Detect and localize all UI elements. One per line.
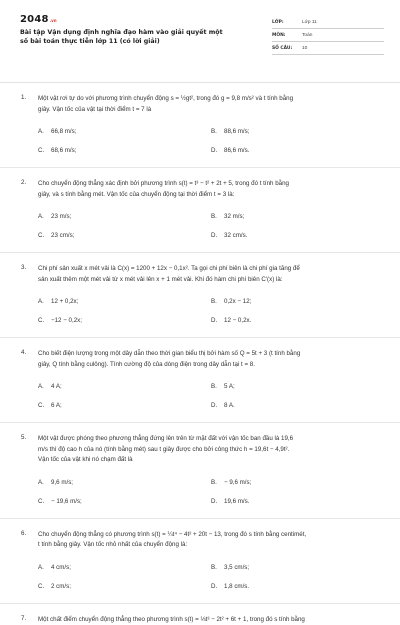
answer-options	[38, 128, 384, 154]
option-letter: B.	[211, 213, 224, 220]
option-text: 68,6 m/s;	[51, 147, 76, 154]
document-header	[16, 14, 384, 60]
question-block	[16, 519, 384, 604]
meta-value: 10	[302, 46, 307, 51]
option-text: 32 cm/s.	[224, 232, 247, 239]
question-line: giây. Vận tốc của vật tại thời điểm t = 7 là	[38, 105, 372, 116]
option-letter: C.	[38, 232, 51, 239]
option-letter: B.	[211, 479, 224, 486]
option-letter: A.	[38, 298, 51, 305]
option-text: − 19,6 m/s;	[51, 498, 82, 505]
option-text: 9,6 m/s;	[51, 479, 73, 486]
option-text: 8 A.	[224, 402, 235, 409]
question-text	[38, 434, 384, 466]
option-letter: A.	[38, 564, 51, 571]
question-line: Cho chuyển động thẳng có phương trình s(t) = ¼t⁴ − 4t² + 20t − 13, trong đó s tính bằng centimét,	[38, 530, 372, 541]
answer-option[interactable]	[38, 583, 211, 590]
answer-option[interactable]	[38, 147, 211, 154]
meta-row-subject	[272, 29, 384, 42]
question-line: Một vật rơi tự do với phương trình chuyển động s = ½gt², trong đó g = 9,8 m/s² và t tính bằng	[38, 94, 372, 105]
option-text: −12 − 0,2x;	[51, 317, 82, 324]
question	[16, 264, 384, 324]
question-block	[16, 338, 384, 423]
answer-option[interactable]	[211, 383, 384, 390]
question	[16, 615, 384, 625]
question	[16, 434, 384, 505]
answer-option[interactable]	[211, 298, 384, 305]
option-text: − 9,6 m/s;	[224, 479, 251, 486]
option-text: 5 A;	[224, 383, 235, 390]
answer-option[interactable]	[211, 213, 384, 220]
option-text: 6 A;	[51, 402, 62, 409]
option-text: 4 cm/s;	[51, 564, 71, 571]
answer-option[interactable]	[38, 298, 211, 305]
answer-option[interactable]	[211, 232, 384, 239]
question-text	[38, 530, 384, 551]
answer-option[interactable]	[38, 383, 211, 390]
question-number: 4.	[21, 349, 26, 356]
logo-number: 2048	[20, 14, 49, 25]
question-number: 3.	[21, 264, 26, 271]
option-text: 12 + 0,2x;	[51, 298, 78, 305]
option-letter: A.	[38, 128, 51, 135]
answer-option[interactable]	[38, 317, 211, 324]
option-text: 88,6 m/s;	[224, 128, 249, 135]
option-text: 19,6 m/s.	[224, 498, 249, 505]
question	[16, 179, 384, 239]
option-letter: B.	[211, 564, 224, 571]
question-line: Cho chuyển động thẳng xác định bởi phương trình s(t) = t³ − t² + 2t + 5, trong đó t tính bằng	[38, 179, 372, 190]
meta-row-class	[272, 16, 384, 29]
option-text: 66,8 m/s;	[51, 128, 76, 135]
answer-options	[38, 564, 384, 590]
question-line: t tính bằng giây. Vận tốc nhỏ nhất của chuyển động là:	[38, 540, 372, 551]
question-line: giây, Q tính bằng culông). Tính cường độ của dòng điện trong dây dẫn tại t = 8.	[38, 360, 372, 371]
question-block	[16, 168, 384, 253]
option-letter: B.	[211, 298, 224, 305]
meta-key: LỚP:	[272, 20, 302, 25]
option-letter: B.	[211, 383, 224, 390]
document-title-line: Bài tập Vận dụng định nghĩa đạo hàm vào giải quyết một	[20, 28, 256, 37]
option-text: 86,6 m/s.	[224, 147, 249, 154]
question-block	[16, 253, 384, 338]
option-letter: C.	[38, 583, 51, 590]
option-text: 4 A;	[51, 383, 62, 390]
question-text	[38, 615, 384, 625]
question-block	[16, 423, 384, 519]
document-title-line: số bài toán thực tiễn lớp 11 (có lời giải)	[20, 37, 256, 46]
answer-option[interactable]	[211, 147, 384, 154]
answer-option[interactable]	[38, 564, 211, 571]
answer-options	[38, 213, 384, 239]
option-text: 23 m/s;	[51, 213, 71, 220]
option-text: 0,2x − 12;	[224, 298, 251, 305]
option-letter: D.	[211, 232, 224, 239]
option-letter: C.	[38, 147, 51, 154]
option-letter: C.	[38, 402, 51, 409]
option-text: 2 cm/s;	[51, 583, 71, 590]
answer-options	[38, 479, 384, 505]
option-letter: A.	[38, 479, 51, 486]
answer-option[interactable]	[38, 479, 211, 486]
question-line: Một vật được phóng theo phương thẳng đứng lên trên từ mặt đất với vận tốc ban đầu là 19,6	[38, 434, 372, 445]
option-letter: A.	[38, 383, 51, 390]
answer-option[interactable]	[211, 564, 384, 571]
answer-option[interactable]	[211, 128, 384, 135]
question-line: giây, và s tính bằng mét. Vận tốc của chuyển động tại thời điểm t = 3 là:	[38, 190, 372, 201]
answer-option[interactable]	[211, 583, 384, 590]
site-logo[interactable]	[20, 14, 256, 25]
question-number: 1.	[21, 94, 26, 101]
question-line: m/s thì độ cao h của nó (tính bằng mét) sau t giây được cho bởi công thức h = 19,6t − 4,9t².	[38, 445, 372, 456]
answer-option[interactable]	[38, 128, 211, 135]
option-letter: C.	[38, 317, 51, 324]
answer-option[interactable]	[38, 402, 211, 409]
question-line: Vận tốc của vật khi nó chạm đất là	[38, 455, 372, 466]
document-meta	[272, 16, 384, 55]
option-text: 23 cm/s;	[51, 232, 74, 239]
answer-option[interactable]	[211, 479, 384, 486]
question	[16, 349, 384, 409]
option-text: 1,8 cm/s.	[224, 583, 249, 590]
option-letter: A.	[38, 213, 51, 220]
meta-key: MÔN:	[272, 33, 302, 38]
header-left	[16, 14, 256, 46]
option-letter: D.	[211, 402, 224, 409]
answer-option[interactable]	[38, 498, 211, 505]
option-text: 3,5 cm/s;	[224, 564, 249, 571]
answer-option[interactable]	[38, 232, 211, 239]
answer-option[interactable]	[38, 213, 211, 220]
question	[16, 530, 384, 590]
option-letter: D.	[211, 317, 224, 324]
document-title	[20, 28, 256, 46]
question-number: 7.	[21, 615, 26, 622]
question	[16, 94, 384, 154]
question-number: 5.	[21, 434, 26, 441]
answer-option[interactable]	[211, 402, 384, 409]
question-text	[38, 94, 384, 115]
question-block	[16, 604, 384, 625]
question-line: sản xuất thêm một mét vải từ x mét vải lên x + 1 mét vải. Khi đó hàm chi phí biên C'(x) là:	[38, 275, 372, 286]
answer-option[interactable]	[211, 498, 384, 505]
option-letter: D.	[211, 147, 224, 154]
answer-option[interactable]	[211, 317, 384, 324]
question-block	[16, 83, 384, 168]
question-text	[38, 349, 384, 370]
question-number: 6.	[21, 530, 26, 537]
option-letter: B.	[211, 128, 224, 135]
question-line: Một chất điểm chuyển động thẳng theo phương trình s(t) = ⅓t³ − 2t² + 6t + 1, trong đó s tính bằng	[38, 615, 372, 625]
option-letter: D.	[211, 583, 224, 590]
option-text: 32 m/s;	[224, 213, 244, 220]
meta-row-count	[272, 42, 384, 55]
option-letter: D.	[211, 498, 224, 505]
meta-key: SỐ CÂU:	[272, 46, 302, 51]
question-text	[38, 179, 384, 200]
meta-value: Lớp 11	[302, 20, 317, 25]
meta-value: Toán	[302, 33, 312, 38]
question-line: Chi phí sản xuất x mét vải là C(x) = 1200 + 12x − 0,1x². Ta gọi chi phí biên là chi phí gia tăng để	[38, 264, 372, 275]
option-text: 12 − 0,2x.	[224, 317, 251, 324]
answer-options	[38, 298, 384, 324]
question-list	[16, 83, 384, 625]
option-letter: C.	[38, 498, 51, 505]
logo-suffix: .vn	[50, 18, 57, 23]
question-text	[38, 264, 384, 285]
question-number: 2.	[21, 179, 26, 186]
answer-options	[38, 383, 384, 409]
question-line: Cho biết điện lượng trong một dây dẫn theo thời gian biểu thị bởi hàm số Q = 5t + 3 (t tính bằng	[38, 349, 372, 360]
